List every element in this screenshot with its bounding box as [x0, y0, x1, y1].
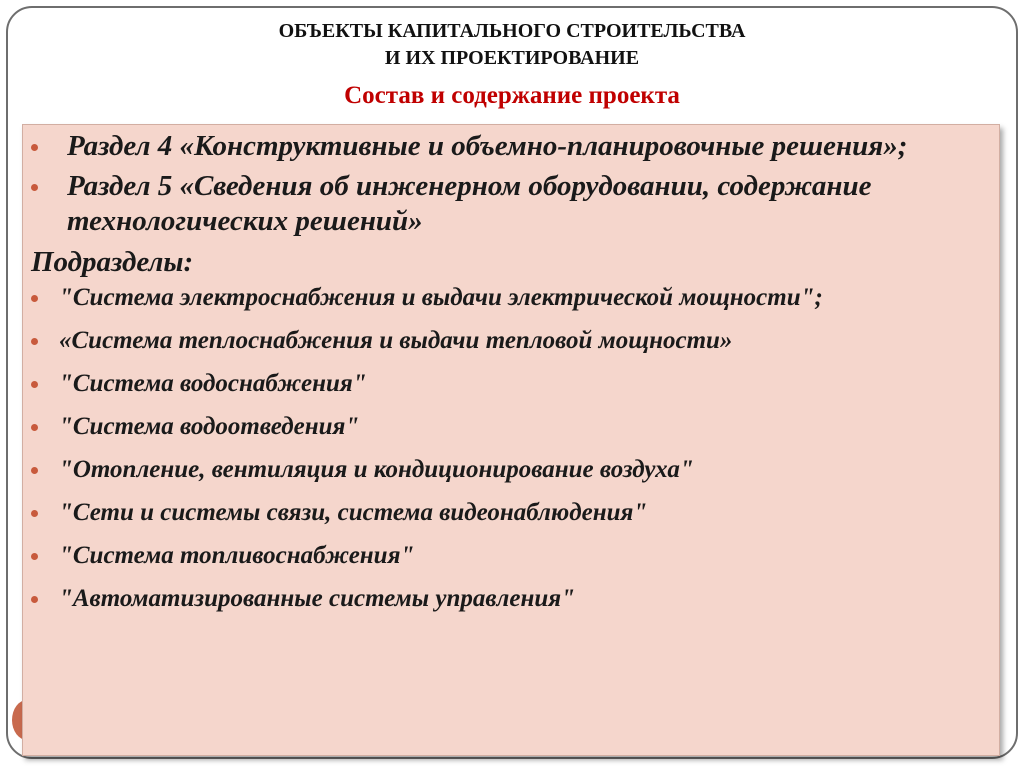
subsection-item-label: "Сети и системы связи, система видеонаблюдения": [59, 499, 648, 526]
subsection-item-label: "Система топливоснабжения": [59, 542, 415, 569]
slide-subtitle: Состав и содержание проекта: [344, 82, 680, 109]
slide-header: [0, 18, 1024, 111]
subsection-item: [23, 411, 999, 443]
bullet-icon: [31, 424, 38, 431]
content-panel: [22, 124, 1000, 756]
subsection-item: [23, 454, 999, 486]
section-item-label: Раздел 4 «Конструктивные и объемно-планировочные решения»;: [67, 130, 908, 162]
bullet-icon: [31, 184, 38, 191]
subsections-list: [23, 282, 999, 615]
slide-title-line-1: ОБЪЕКТЫ КАПИТАЛЬНОГО СТРОИТЕЛЬСТВА: [278, 20, 746, 42]
subsection-item-label: "Отопление, вентиляция и кондиционирование воздуха": [59, 456, 694, 483]
bullet-icon: [31, 510, 38, 517]
subsection-item-label: «Система теплоснабжения и выдачи тепловой мощности»: [59, 327, 733, 354]
subsection-item: [23, 497, 999, 529]
bullet-icon: [31, 596, 38, 603]
slide-title-line-2: И ИХ ПРОЕКТИРОВАНИЕ: [384, 47, 640, 69]
bullet-icon: [31, 467, 38, 474]
subsection-item: [23, 368, 999, 400]
bullet-icon: [31, 295, 38, 302]
bullet-icon: [31, 338, 38, 345]
subsection-item: [23, 540, 999, 572]
section-item: [23, 169, 999, 239]
subsection-item: [23, 583, 999, 615]
bullet-icon: [31, 381, 38, 388]
subsection-item-label: "Система водоснабжения": [59, 370, 367, 397]
subsection-item-label: "Автоматизированные системы управления": [59, 585, 576, 612]
section-item-label: Раздел 5 «Сведения об инженерном оборудовании, содержание технологических решений»: [67, 170, 872, 237]
sections-list: [23, 129, 999, 239]
bullet-icon: [31, 553, 38, 560]
subsections-heading: Подразделы:: [31, 246, 194, 278]
section-item: [23, 129, 999, 164]
subsection-item: [23, 282, 999, 314]
subsection-item: [23, 325, 999, 357]
bullet-icon: [31, 144, 38, 151]
subsection-item-label: "Система водоотведения": [59, 413, 360, 440]
subsection-item-label: "Система электроснабжения и выдачи электрической мощности";: [59, 284, 823, 311]
